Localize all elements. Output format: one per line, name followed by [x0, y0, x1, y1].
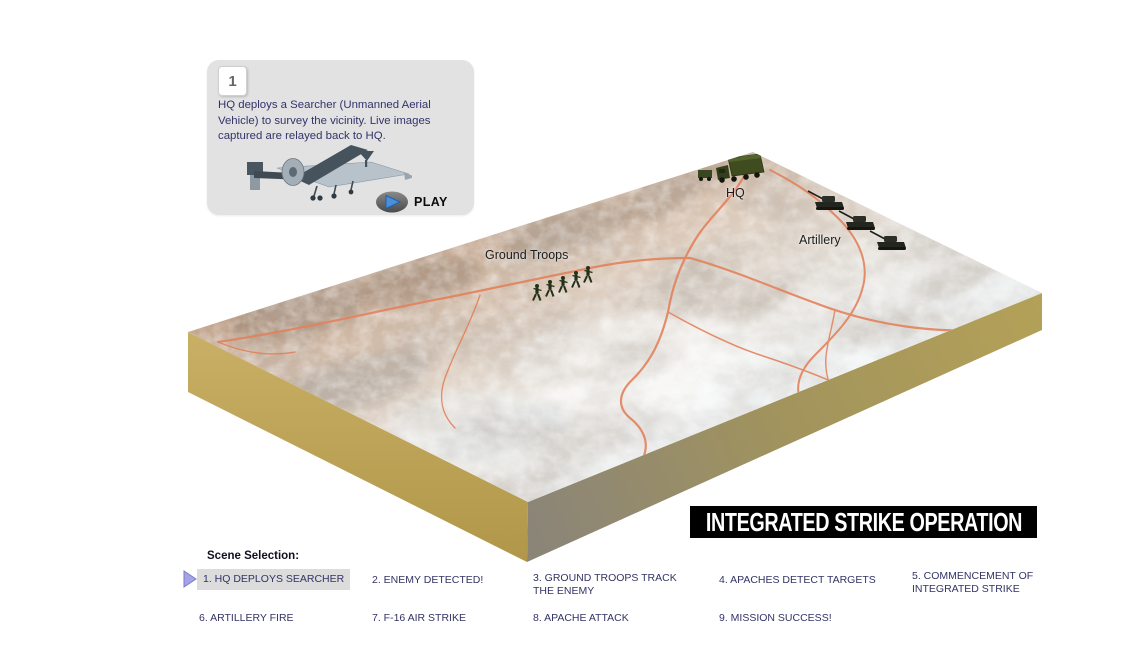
play-icon: [375, 190, 410, 214]
scene-item-2[interactable]: 2. ENEMY DETECTED!: [372, 574, 484, 586]
step-callout-panel: [207, 60, 474, 215]
operation-title-bar: [690, 506, 1037, 538]
scene-item-6[interactable]: 6. ARTILLERY FIRE: [199, 612, 294, 624]
step-description: HQ deploys a Searcher (Unmanned Aerial Vehicle) to survey the vicinity. Live images captured are relayed back to HQ.: [218, 99, 431, 142]
active-scene-marker-icon: [183, 570, 197, 588]
scene-selection-heading: Scene Selection:: [207, 550, 300, 562]
scene-item-5[interactable]: 5. COMMENCEMENT OF INTEGRATED STRIKE: [912, 570, 1034, 595]
scene-item-9[interactable]: 9. MISSION SUCCESS!: [719, 612, 832, 624]
scene-item-7[interactable]: 7. F-16 AIR STRIKE: [372, 612, 466, 624]
artillery-label: Artillery: [799, 233, 841, 247]
ground-troops-label: Ground Troops: [485, 248, 569, 262]
operation-title: INTEGRATED STRIKE OPERATION: [705, 506, 1022, 537]
scene-item-1[interactable]: 1. HQ DEPLOYS SEARCHER: [197, 569, 350, 590]
scene-item-8[interactable]: 8. APACHE ATTACK: [533, 612, 629, 624]
step-number-badge: 1: [218, 66, 247, 96]
play-button[interactable]: [375, 189, 467, 215]
hq-label: HQ: [726, 186, 745, 200]
play-button-label: PLAY: [414, 195, 448, 209]
scene-item-4[interactable]: 4. APACHES DETECT TARGETS: [719, 574, 876, 586]
scene-item-3[interactable]: 3. GROUND TROOPS TRACK THE ENEMY: [533, 572, 677, 597]
